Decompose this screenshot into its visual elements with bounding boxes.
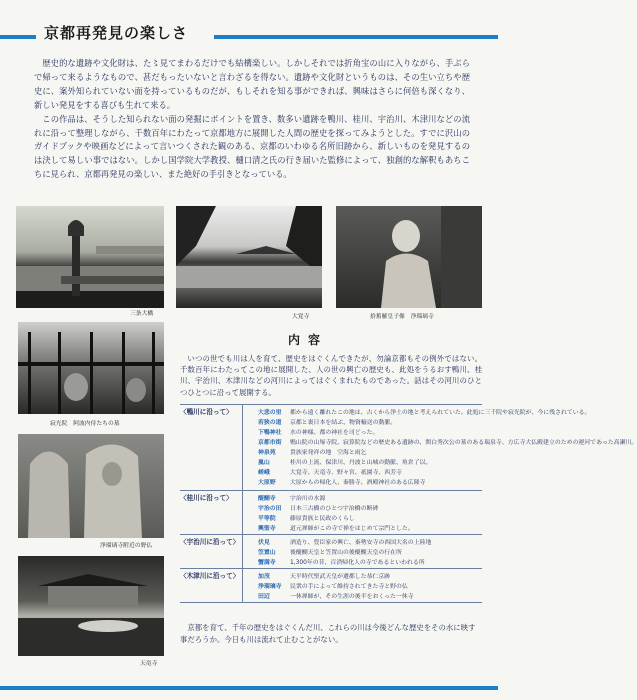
list-item [258,591,414,600]
closing-text [180,622,482,646]
list-item [258,467,402,476]
item-desc: 藤原貴族と民政のくらし [290,516,355,522]
list-item [258,417,396,426]
header-rule-left [0,35,36,39]
item-desc: 大原からの帰化人、秦勝寺、酒殿神社のある広隆寺 [290,480,426,486]
item-name: 嵐山 [258,460,270,466]
header-rule-right [214,35,498,39]
group-label-kizugawa: 〈木津川に沿って〉 [180,572,240,580]
caption-stone-buddhas: 浄瑠璃寺附近の野仏 [100,543,153,549]
list-item [258,447,367,456]
group-divider [242,568,243,602]
list-item [258,493,325,502]
item-desc: 一休禅師が、その生涯の後半をおくった一休寺 [290,594,414,600]
photo-sanjo-ohashi [16,206,164,308]
photo-jakkoin [18,322,164,414]
item-desc: 京都と裏日本を結ぶ、物資輸送の動脈。 [290,420,397,426]
statue-illustration [336,206,482,308]
item-desc: 鴨山院の山塚寺院、寂算院などの歴史ある遺跡の、関白秀次公の墓のある瑞泉寺、方広寺大仏殿建立のための運河であった高瀬川。 [290,440,637,446]
page-title: 京都再発見の楽しさ [38,22,194,43]
contents-lead [180,353,482,398]
item-name: 興聖寺 [258,526,276,532]
list-item [258,407,590,416]
item-name: 京都市街 [258,440,282,446]
group-label-katsuragawa: 〈桂川に沿って〉 [180,494,233,502]
group-label-ujigawa: 〈宇治川に沿って〉 [180,538,240,546]
contents-lead-paragraph: いつの世でも川は人を育て、歴史をはぐくんできたが、勿論京都もその例外ではない。千数百年にわたってこの地に展開した、人の世の興亡の歴史も、此処をうるおす鴨川、桂川、宇治川、木津川などの河川によってはぐくまれたものであった。話はその河川のひとつひとつに沿って展開する。 [180,354,482,397]
item-desc: 桂川の上流、保津川、丹波と山城の動脈、角倉了以。 [290,460,432,466]
item-desc: 日本三古橋のひとつ宇治橋の断碑 [290,506,379,512]
item-name: 大原野 [258,480,276,486]
item-desc: 後醍醐天皇と笠置山の後醍醐天皇の行在所 [290,550,402,556]
item-desc: 都から遠く離れたこの地は、古くから浄土の地と考えられていた。此処に三千院や寂光院が、今に残されている。 [290,410,591,416]
item-name: 平等院 [258,516,276,522]
list-item [258,557,425,566]
photo-daikakuji [176,206,322,308]
item-name: 醍醐寺 [258,496,276,502]
stone-buddha-illustration [18,434,164,538]
item-desc: 民衆の手によって維持されてきた寺と野の仏 [290,584,408,590]
item-name: 宇治の田 [258,506,282,512]
photo-tenryuji [18,556,164,656]
group-rule [180,490,482,491]
list-item [258,457,431,466]
list-item [258,503,378,512]
item-desc: 道元禅師がこの寺で禅をはじめて宗門とした。 [290,526,414,532]
footer-rule [0,686,498,690]
group-rule [180,534,482,535]
item-name: 笠置山 [258,550,276,556]
item-name: 若狭の道 [258,420,282,426]
graves-illustration [18,322,164,414]
group-rule [180,568,482,569]
list-item [258,537,431,546]
caption-tenryuji: 天竜寺 [140,661,158,667]
item-name: 田辺 [258,594,270,600]
garden-illustration [18,556,164,656]
item-name: 加茂 [258,574,270,580]
bridge-illustration [16,206,164,308]
group-label-kamogawa: 〈鴨川に沿って〉 [180,408,233,416]
caption-jururiji-statue: 拾𦾔羅皇子像 浄瑠璃寺 [370,314,434,320]
item-desc: 水の神様。都の神社を司どった。 [290,430,379,436]
list-item [258,547,402,556]
list-item [258,437,637,446]
intro-paragraph-1: 歴史的な遺跡や文化財は、た〻見てまわるだけでも結構楽しい。しかしそれでは折角宝の山に入りながら、手ぶらで帰って来るようなもので、甚だもったいないと言わざるを得ない。遺跡や文化財というものは、その生い立ちや歴史に、案外知られていない面を持っているものだが、もしそれを知る事ができれば、興味はさらに何倍も深くなり、新しい発見をする喜びも生れて来る。 [34,58,470,110]
list-item [258,477,425,486]
group-rule [180,602,482,603]
group-rule [180,404,482,405]
item-desc: 酒造り、豊臣家の興亡、秦勢安寺の西国大名の上陸地 [290,540,432,546]
list-item [258,581,408,590]
item-name: 嵯峨 [258,470,270,476]
pond-illustration [176,206,322,308]
item-name: 神泉苑 [258,450,276,456]
item-name: 伏見 [258,540,270,546]
item-desc: 大覚寺、天竜寺、野々宮、祇園寺、西芳寺 [290,470,402,476]
contents-title: 内容 [288,333,329,347]
caption-daikakuji: 大覚寺 [292,314,310,320]
item-desc: 貴族家発祥の地 空海と雨乞 [290,450,367,456]
closing-paragraph: 京都を育て、千年の歴史をはぐくんだ川、これらの川は今後どんな歴史をその水に映す事だろうか。今日も川は流れて止むことがない。 [180,623,476,644]
item-name: 蟹満寺 [258,560,276,566]
photo-jururiji-statue [336,206,482,308]
list-item [258,427,378,436]
list-item [258,571,390,580]
list-item [258,523,414,532]
item-name: 下鴨神社 [258,430,282,436]
group-divider [242,534,243,568]
caption-sanjo-ohashi: 三条大橋 [130,311,154,317]
photo-stone-buddhas [18,434,164,538]
item-desc: 1,300年の昔、百済帰化人の寺であるといわれる所 [290,560,425,566]
item-name: 浄瑠璃寺 [258,584,282,590]
group-divider [242,490,243,534]
item-name: 大悲の里 [258,410,282,416]
caption-jakkoin: 寂光院 阿波内侍たちの墓 [50,421,120,427]
item-desc: 天平時代聖武天皇が遷都した恭仁京跡 [290,574,391,580]
intro-text [34,57,470,182]
group-divider [242,404,243,490]
list-item [258,513,355,522]
item-desc: 宇治川の水源 [290,496,326,502]
intro-paragraph-2: この作品は、そうした知られない面の発掘にポイントを置き、数多い遺跡を鴨川、桂川、宇治川、木津川などの流れに沿って整理しながら、千数百年にわたって京都地方に展開した人間の歴史を探ってみようとした。すでに沢山のガイドブックや映画などによって言いつくされた観のある、京都のいわゆる名所旧跡から、新しいものを発見するのは決して易しい事ではない。しかし国学院大学教授、樋口清之氏の行き届いた監修によって、独創的な解釈もあちこちに見られ、京都再発見の楽しい、また絶好の手引きとなっている。 [34,113,470,180]
